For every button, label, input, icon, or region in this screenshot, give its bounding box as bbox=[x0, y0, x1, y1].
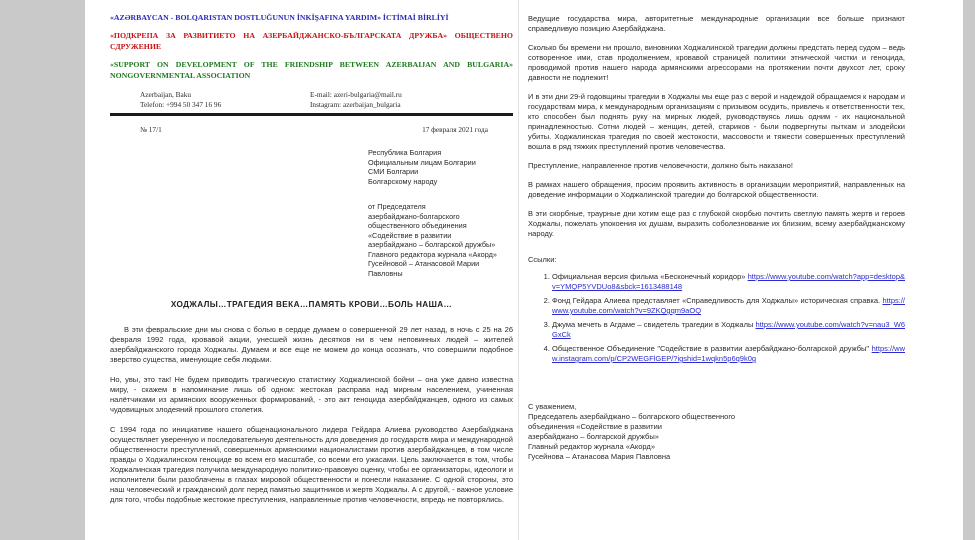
doc-date: 17 февраля 2021 года bbox=[422, 125, 488, 134]
letter-paragraph: В рамках нашего обращения, просим проявить активность в организации мероприятий, направленных на доведение информации о Ходжалинской трагедии до болгарской общественности. bbox=[528, 180, 905, 199]
org-phone: Telefon: +994 50 347 16 96 bbox=[140, 99, 222, 109]
link-item bbox=[552, 296, 905, 316]
doc-number: № 17/1 bbox=[140, 125, 162, 134]
signature-line: Председатель азербайджано – болгарского общественного bbox=[528, 412, 736, 421]
org-name-azerbaijani: «AZƏRBAYCAN - BOLQARISTAN DOSTLUĞUNUN İNKİŞAFINA YARDIM» İCTİMAİ BİRLİYİ bbox=[110, 13, 449, 22]
signature-line: С уважением, bbox=[528, 402, 577, 411]
contact-online-column bbox=[310, 90, 510, 109]
org-name-bulgarian: «ПОДКРЕПА ЗА РАЗВИТИЕТО НА АЗЕРБАЙДЖАНСКО-БЪЛГАРСКАТА ДРУЖБА» ОБЩЕСТВЕНО СДРУЖЕНИЕ bbox=[110, 31, 513, 51]
link-url-youtube[interactable]: https://www.youtube.com/watch?v=nau3_W6GxCk bbox=[552, 320, 905, 339]
letter-paragraph: В эти скорбные, траурные дни хотим еще раз с глубокой скорбью почтить светлую память жертв и героев Ходжалы, пожелать упокоения их душам, выразить соболезнование их близким, всему азербайджанскому народу. bbox=[528, 209, 905, 238]
links-list bbox=[528, 272, 905, 364]
letter-page-1 bbox=[85, 0, 518, 540]
letter-paragraph: Преступление, направленное против человечности, должно быть наказано! bbox=[528, 161, 793, 170]
letter-paragraph: И в эти дни 29-й годовщины трагедии в Ходжалы мы еще раз с верой и надеждой обращаемся к народам и государствам мира, к международным организациям с призывом осудить, привлечь к ответственности тех, кто способен был поднять руку на мирных людей, руководствуясь лишь одним - их национальной принадлежностью. Сотни людей – женщин, детей, стариков - были подвергнуты пыткам и злодейски убиты. Ходжалинская трагедия по своей жестокости, массовости и тяжести совершенных преступлений вошла в ряд тяжких преступлений против человечества. bbox=[528, 92, 905, 151]
letter-paragraph: Но, увы, это так! Не будем приводить трагическую статистику Ходжалинской бойни – она уже давно известна миру, - скажем в напоминание лишь об одном: жестокая расправа над мирным населением, учиненная налётчиками из армянских вооруженных формирований, - это акт геноцида азербайджанцев, одного из самых чудовищных злодеяний прошлого столетия. bbox=[110, 375, 513, 414]
org-instagram: Instagram: azerbaijan_bulgaria bbox=[310, 99, 401, 109]
signature-block bbox=[528, 402, 905, 462]
org-email: E-mail: azeri-bulgaria@mail.ru bbox=[310, 90, 402, 99]
doc-meta-row bbox=[110, 125, 513, 134]
addressee-line: Официальным лицам Болгарии bbox=[368, 157, 476, 167]
letter-paragraph: Сколько бы времени ни прошло, виновники Ходжалинской трагедии должны предстать перед судом – ведь сотворенное ими, став продолжением, кровавой страницей политики этнической чистки и геноцида, проводимой против нашего народа армянскими агрессорами на протяжении почти двухсот лет, сроку давности не подлежит! bbox=[528, 43, 905, 82]
link-url-youtube[interactable]: https://www.youtube.com/watch?v=9ZKQgqm9aOQ bbox=[552, 296, 905, 315]
link-item bbox=[552, 320, 905, 340]
sender-line: азербайджано-болгарского bbox=[368, 211, 460, 221]
sender-line: «Содействие в развитии bbox=[368, 230, 452, 240]
link-description: Джума мечеть в Агдаме – свидетель трагедии в Ходжалы bbox=[552, 320, 754, 329]
link-item bbox=[552, 344, 905, 364]
letter-page-2 bbox=[518, 0, 963, 540]
link-description: Официальная версия фильма «Бесконечный коридор» bbox=[552, 272, 746, 281]
contact-block bbox=[110, 90, 513, 109]
org-name-english: «SUPPORT ON DEVELOPMENT OF THE FRIENDSHIP BETWEEN AZERBAIJAN AND BULGARIA» NONGOVERNMENTAL ASSOCIATION bbox=[110, 60, 513, 80]
letter-paragraph: С 1994 года по инициативе нашего общенационального лидера Гейдара Алиева руководство Азербайджана осуществляет уверенную и последовательную деятельность для доведения до государств мира и международной общественности преступлений, совершенных армянскими националистами против азербайджанцев, в том числе правды о Ходжалинском геноциде во всем его масштабе, со всеми его ужасами. Цель заключается в том, чтобы Ходжалинская трагедия получила международную политико-правовую оценку, чтобы ее организаторы, идеологи и исполнители были разоблачены в глазах мировой общественности и понесли наказание. С одной стороны, это наш человеческий и гражданский долг перед памятью защитников и жертв Ходжалы. А с другой, - важное условие для того, чтобы подобные жестокие преступления, направленные против человечности, впредь не повторялись. bbox=[110, 425, 513, 504]
link-description: Общественное Объединение "Содействие в развитии азербайджано-болгарской дружбы" bbox=[552, 344, 870, 353]
sender-line: общественного объединения bbox=[368, 221, 467, 230]
sender-line: азербайджано – болгарской дружбы» bbox=[368, 240, 496, 249]
org-header bbox=[110, 12, 513, 81]
org-address: Azerbaijan, Baku bbox=[140, 90, 192, 99]
sender-line: Гусейновой – Атанасовой Марии Павловны bbox=[368, 259, 480, 278]
addressee-line: Болгарскому народу bbox=[368, 176, 438, 186]
signature-line: Главный редактор журнала «Акорд» bbox=[528, 442, 655, 451]
link-url-instagram[interactable]: https://www.instagram.com/p/CP2WEGFlGEP/?igshid=1wqkn5p6q9k0g bbox=[552, 344, 905, 363]
addressee-line: СМИ Болгарии bbox=[368, 167, 419, 176]
sender-line: от Председателя bbox=[368, 202, 426, 211]
link-description: Фонд Гейдара Алиева представляет «Справедливость для Ходжалы» историческая справка. bbox=[552, 296, 881, 305]
signature-line: Гусейнова – Атанасова Мария Павловна bbox=[528, 452, 671, 461]
addressee-block bbox=[368, 148, 513, 186]
letter-title: ХОДЖАЛЫ…ТРАГЕДИЯ ВЕКА…ПАМЯТЬ КРОВИ…БОЛЬ НАША… bbox=[170, 300, 453, 309]
signature-line: объединения «Содействие в развитии bbox=[528, 422, 662, 431]
contact-address-column bbox=[140, 90, 310, 109]
letter-paragraph: В эти февральские дни мы снова с болью в сердце думаем о совершенной 29 лет назад, в ночь с 25 на 26 февраля 1992 года, кровавой акции, унесшей жизнь десятков ни в чем неповинных людей – жителей азербайджанского города Ходжалы. Думаем и все еще не можем до конца осознать, что совершили подобное зверство существа, именующие себя людьми. bbox=[110, 325, 513, 364]
sender-block bbox=[368, 202, 513, 278]
links-heading: Ссылки: bbox=[528, 255, 557, 264]
header-divider bbox=[110, 113, 513, 116]
signature-line: азербайджано – болгарской дружбы» bbox=[528, 432, 659, 441]
addressee-line: Республика Болгария bbox=[368, 148, 442, 157]
letter-paragraph: Ведущие государства мира, авторитетные международные организации все больше признают справедливую позицию Азербайджана. bbox=[528, 14, 905, 33]
link-item bbox=[552, 272, 905, 292]
sender-line: Главного редактора журнала «Акорд» bbox=[368, 249, 497, 259]
link-url-youtube[interactable]: https://www.youtube.com/watch?app=desktop&v=YMQP5YVDUo8&sbck=1613488148 bbox=[552, 272, 905, 291]
